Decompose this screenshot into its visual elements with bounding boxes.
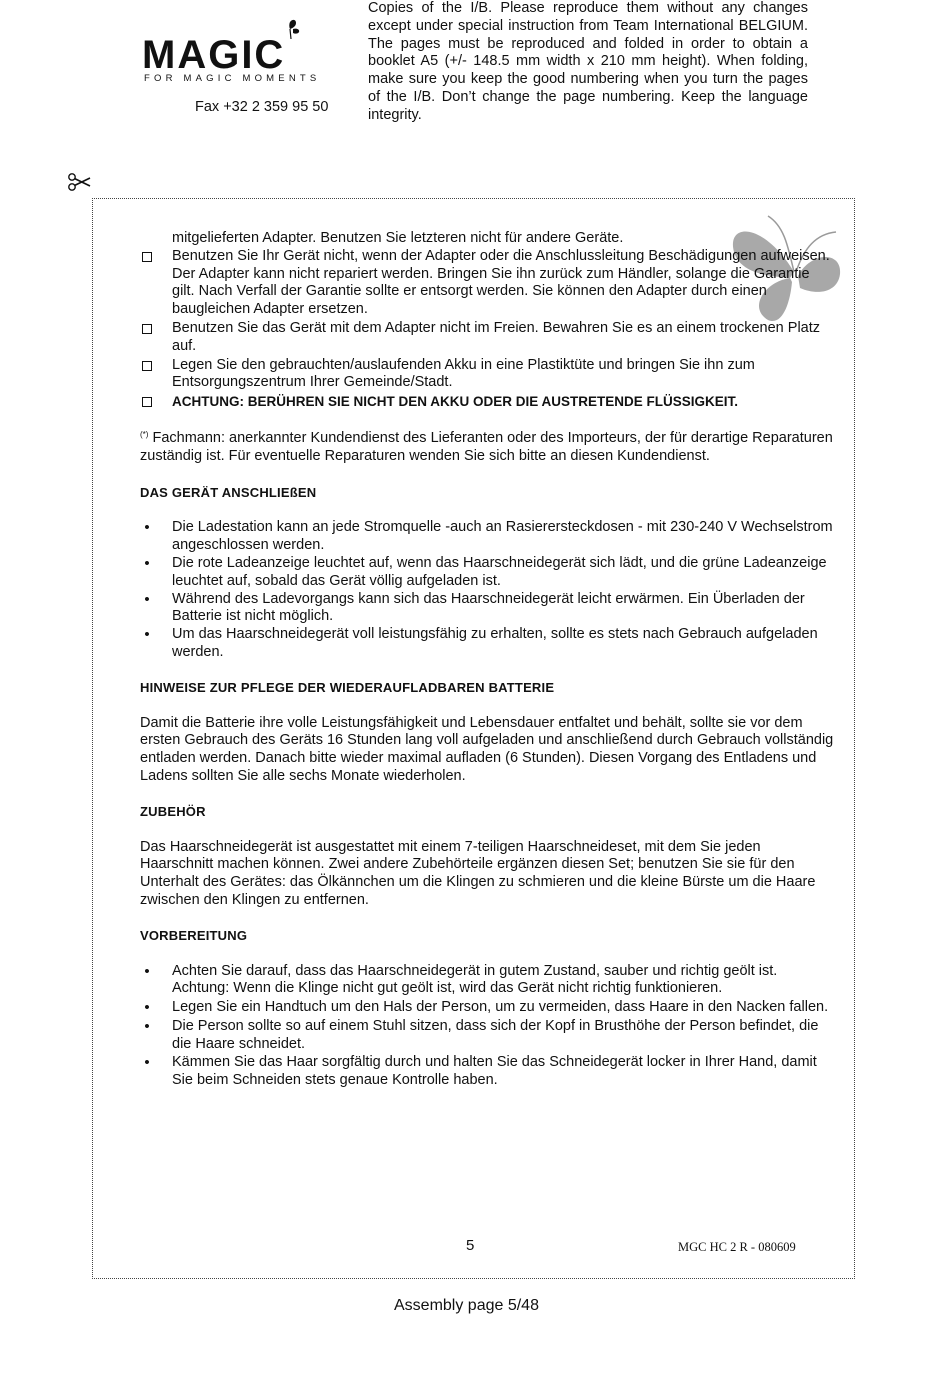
assembly-page-label: Assembly page 5/48 (394, 1297, 539, 1314)
bullet-dot: • (144, 626, 150, 644)
safety-continuation: mitgelieferten Adapter. Benutzen Sie letzteren nicht für andere Geräte. (172, 230, 624, 246)
section-heading-connect: DAS GERÄT ANSCHLIEßEN (140, 484, 317, 500)
fax-number: Fax +32 2 359 95 50 (195, 99, 329, 115)
page-number: 5 (466, 1237, 475, 1254)
safety-item: Benutzen Sie das Gerät mit dem Adapter nicht im Freien. Bewahren Sie es an einem trockenen Platz auf. (140, 320, 835, 356)
footnote: (*) Fachmann: anerkannter Kundendienst des Lieferanten oder des Importeurs, der für derartige Reparaturen zuständig ist. Für eventuelle Reparaturen wenden Sie sich bitte an diesen Kundendienst. (140, 429, 833, 464)
list-item: • Die rote Ladeanzeige leuchtet auf, wenn das Haarschneidegerät sich lädt, und die grüne Ladeanzeige leuchtet auf, sobald das Gerät völlig aufgeladen ist. (140, 555, 835, 591)
svg-text:FOR MAGIC MOMENTS: FOR MAGIC MOMENTS (144, 73, 321, 84)
list-item: • Die Person sollte so auf einem Stuhl sitzen, dass sich der Kopf in Brusthöhe der Person befindet, die die Haare schneidet. (140, 1018, 835, 1054)
checkbox-bullet-icon (140, 320, 154, 340)
bullet-dot: • (144, 999, 150, 1017)
safety-item: Benutzen Sie Ihr Gerät nicht, wenn der Adapter oder die Anschlussleitung Beschädigungen aufweisen. Der Adapter kann nicht repariert werden. Bringen Sie ihn zurück zum Händler, solange die Garantie gilt. Nach Verfall der Garantie sollte er entsorgt werden. Sie können den Adapter durch einen baugleichen Adapter ersetzen. (140, 248, 835, 319)
accessories-paragraph: Das Haarschneidegerät ist ausgestattet mit einem 7-teiligen Haarschneideset, mit dem Sie jeden Haarschnitt machen können. Zwei andere Zubehörteile ergänzen diesen Set; benutzen Sie sie für den Unterhalt des Gerätes: das Ölkännchen um die Klingen zu schmieren und die kleine Bürste um die Haare zwischen den Klingen zu entfernen. (140, 838, 816, 908)
list-item: • Legen Sie ein Handtuch um den Hals der Person, um zu vermeiden, dass Haare in den Nacken fallen. (140, 999, 835, 1017)
scissors-icon (66, 172, 92, 192)
list-item: • Kämmen Sie das Haar sorgfältig durch und halten Sie das Schneidegerät locker in Ihrer Hand, damit Sie beim Schneiden stets genaue Kontrolle haben. (140, 1054, 835, 1090)
safety-warning: ACHTUNG: BERÜHREN SIE NICHT DEN AKKU ODER DIE AUSTRETENDE FLÜSSIGKEIT. (140, 393, 835, 412)
list-item: • Um das Haarschneidegerät voll leistungsfähig zu erhalten, sollte es stets nach Gebrauch aufgeladen werden. (140, 626, 835, 662)
bullet-dot: • (144, 554, 150, 572)
checkbox-bullet-icon (140, 357, 154, 377)
battery-paragraph: Damit die Batterie ihre volle Leistungsfähigkeit und Lebensdauer entfaltet und behält, sollte sie vor dem ersten Gebrauch des Geräts 16 Stunden lang voll aufgeladen und anschließend durch Gebrauch vollständig entladen werden. Danach bitte wieder maximal aufladen (6 Stunden). Diesen Vorgang des Entladens und Ladens sollten Sie alle sechs Monate wiederholen. (140, 714, 834, 784)
bullet-dot: • (144, 1017, 150, 1035)
bullet-dot: • (144, 590, 150, 608)
safety-item: Legen Sie den gebrauchten/auslaufenden Akku in eine Plastiktüte und bringen Sie ihn zum Entsorgungszentrum Ihrer Gemeinde/Stadt. (140, 357, 835, 393)
bullet-dot: • (144, 962, 150, 980)
list-item: • Achten Sie darauf, dass das Haarschneidegerät in gutem Zustand, sauber und richtig geölt ist. Achtung: Wenn die Klinge nicht gut geölt ist, wird das Gerät nicht richtig funktionieren. (140, 963, 835, 999)
checkbox-bullet-icon (140, 248, 154, 268)
magic-logo (140, 18, 350, 86)
section-heading-accessories: ZUBEHÖR (140, 803, 206, 819)
list-item: • Während des Ladevorgangs kann sich das Haarschneidegerät leicht erwärmen. Ein Überladen der Batterie ist nicht möglich. (140, 591, 835, 627)
bullet-dot: • (144, 1054, 150, 1072)
bullet-dot: • (144, 519, 150, 537)
section-heading-battery: HINWEISE ZUR PFLEGE DER WIEDERAUFLADBAREN BATTERIE (140, 679, 555, 695)
reproduction-note: Copies of the I/B. Please reproduce them without any changes except under special instruction from Team International BELGIUM. The pages must be reproduced and folded in order to obtain a booklet A5 (+/- 148.5 mm width x 210 mm height). When folding, make sure you keep the good numbering when you turn the pages of the I/B. Don’t change the page numbering. Keep the language integrity. (368, 0, 808, 123)
svg-text:MAGIC: MAGIC (142, 33, 286, 77)
page-content (140, 230, 835, 1090)
checkbox-bullet-icon (140, 393, 154, 413)
section-heading-preparation: VORBEREITUNG (140, 927, 248, 943)
document-code: MGC HC 2 R - 080609 (678, 1240, 796, 1254)
list-item: • Die Ladestation kann an jede Stromquelle -auch an Rasierersteckdosen - mit 230-240 V Wechselstrom angeschlossen werden. (140, 519, 835, 555)
